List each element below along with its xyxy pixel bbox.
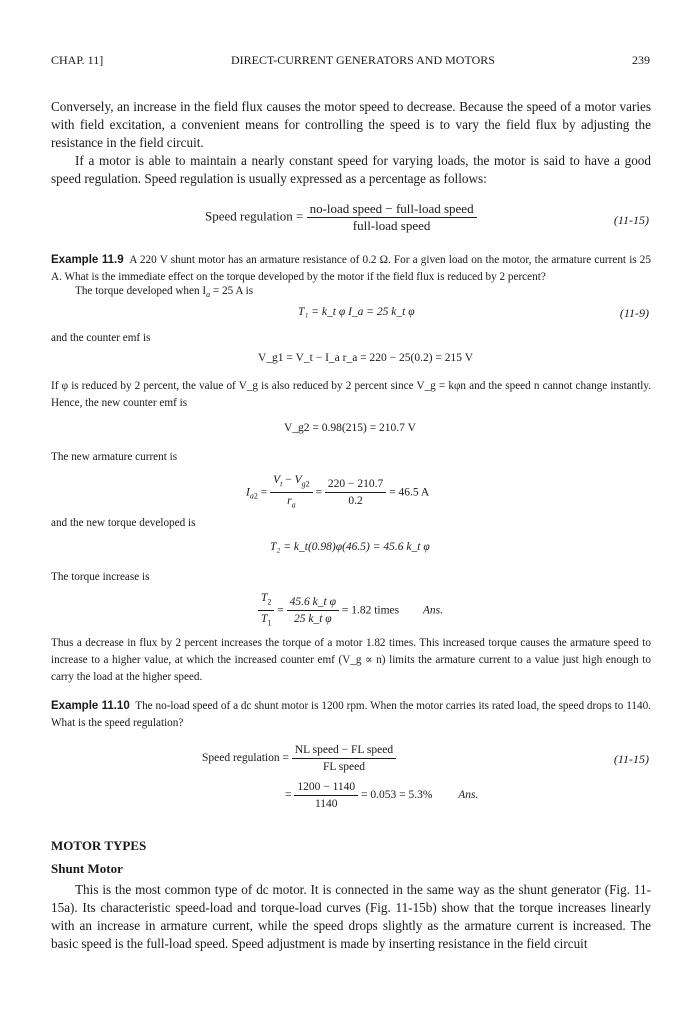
torque-intro [51, 283, 651, 303]
chapter-label: CHAP. 11] [51, 53, 104, 67]
equation-lhs: Speed regulation = [205, 208, 304, 224]
torque-intro-end: = 25 A is [210, 285, 254, 297]
ratio-denominator: 25 k_t φ [293, 613, 332, 626]
new-current-intro: The new armature current is [51, 451, 178, 463]
answer-label: Ans. [422, 604, 443, 617]
equation-vg1: V_g1 = V_t − I_a r_a = 220 − 25(0.2) = 215 V [258, 352, 474, 364]
example-text: The no-load speed of a dc shunt motor is 1200 rpm. When the motor carries its rated load, the speed drops to 1140. What is the speed regulation? [51, 700, 651, 729]
equation-number: (11-15) [613, 752, 649, 766]
equation-speed-regulation-value: = $\frac{1200 - 1140}{1140}$ = 0.053 = 5.3% Ans. [285, 781, 479, 810]
subsection-heading: Shunt Motor [51, 861, 123, 876]
page-number: 239 [632, 53, 650, 67]
value-numerator: 1200 − 1140 [294, 779, 358, 796]
torque-intro-text: The torque developed when I [75, 285, 207, 297]
ia2-denominator: 0.2 [348, 495, 363, 508]
equation-t2: T₂ = k_t(0.98)φ(46.5) = 45.6 k_t φ [270, 541, 430, 553]
equation-speed-regulation [205, 201, 477, 234]
answer-label: Ans. [458, 789, 479, 802]
example-text: A 220 V shunt motor has an armature resistance of 0.2 Ω. For a given load on the motor, the armature current is 25 A. What is the immediate effect on the torque developed by the motor if the field flux is reduced by 2 percent? [51, 254, 651, 283]
cemf-intro: and the counter emf is [51, 332, 151, 344]
ratio-numerator: 45.6 k_t φ [287, 594, 339, 611]
new-torque-intro: and the new torque developed is [51, 517, 196, 529]
equation-numerator: no-load speed − full-load speed [307, 201, 477, 218]
section-heading: MOTOR TYPES [51, 838, 147, 853]
shunt-motor-paragraph: This is the most common type of dc motor. It is connected in the same way as the shunt generator (Fig. 11-15a). Its characteristic speed-load and torque-load curves (Fig. 11-15b) show that the torque increases linearly with an increase in armature current, while the speed drops slightly as the armature current is increased. The basic speed is the full-load speed. Speed adjustment is made by inserting resistance in the field circuit [51, 882, 651, 951]
paragraph-flux: Conversely, an increase in the field flux causes the motor speed to decrease. Because the speed of a motor varies with field excitation, a convenient means for controlling the speed is to vary the field flux by adjusting the resistance in the field circuit. [51, 99, 651, 150]
equation-denominator: FL speed [322, 761, 365, 773]
ia2-result: = 46.5 A [389, 486, 430, 499]
equation-t1: T₁ = k_t φ I_a = 25 k_t φ [298, 306, 415, 318]
equation-numerator: NL speed − FL speed [292, 742, 396, 759]
equation-denominator: full-load speed [352, 218, 431, 233]
equation-torque-ratio: $\frac{T_2}{T_1}$ = $\frac{\text{45.6 k\_t φ}}{\text{25 k\_t φ}}$ = 1.82 times Ans. [258, 590, 443, 632]
equation-t1-number: (11-9) [619, 306, 649, 320]
ratio-result: = 1.82 times [341, 604, 400, 617]
reduce-flux-text: If φ is reduced by 2 percent, the value of V_g is also reduced by 2 percent since V_g = kφn and the speed n cannot change instantly. Hence, the new counter emf is [51, 380, 651, 409]
conclusion-text: Thus a decrease in flux by 2 percent increases the torque of a motor 1.82 times. This increased torque causes the armature speed to increase to a higher value, at which the increased counter emf (V_g ∝ n) limits the armature current to a value just high enough to carry the load at the higher speed. [51, 637, 651, 683]
equation-ia2: $I_{a2}$ = $\frac{V_t - V_{g2}}{r_a}$ = $\frac{220 - 210.7}{0.2}$ = 46.5 A [246, 474, 430, 510]
equation-speed-regulation-2 [202, 742, 396, 775]
equation-number: (11-15) [613, 213, 649, 227]
example-11-10-statement [51, 698, 651, 732]
torque-intro-sub: a [206, 290, 211, 300]
running-title: DIRECT-CURRENT GENERATORS AND MOTORS [231, 53, 495, 67]
paragraph-speed-regulation: If a motor is able to maintain a nearly constant speed for varying loads, the motor is said to have a good speed regulation. Speed regulation is usually expressed as a percentage as follows: [51, 153, 651, 186]
equation-vg2: V_g2 = 0.98(215) = 210.7 V [284, 422, 416, 434]
example-label: Example 11.10 [51, 700, 130, 712]
value-result: = 0.053 = 5.3% [361, 789, 433, 802]
ia2-numerator: 220 − 210.7 [325, 476, 386, 493]
equation-lhs: Speed regulation = [202, 752, 289, 765]
value-denominator: 1140 [314, 798, 338, 810]
increase-intro: The torque increase is [51, 571, 150, 583]
example-label: Example 11.9 [51, 254, 124, 266]
example-11-9-statement [51, 252, 651, 286]
